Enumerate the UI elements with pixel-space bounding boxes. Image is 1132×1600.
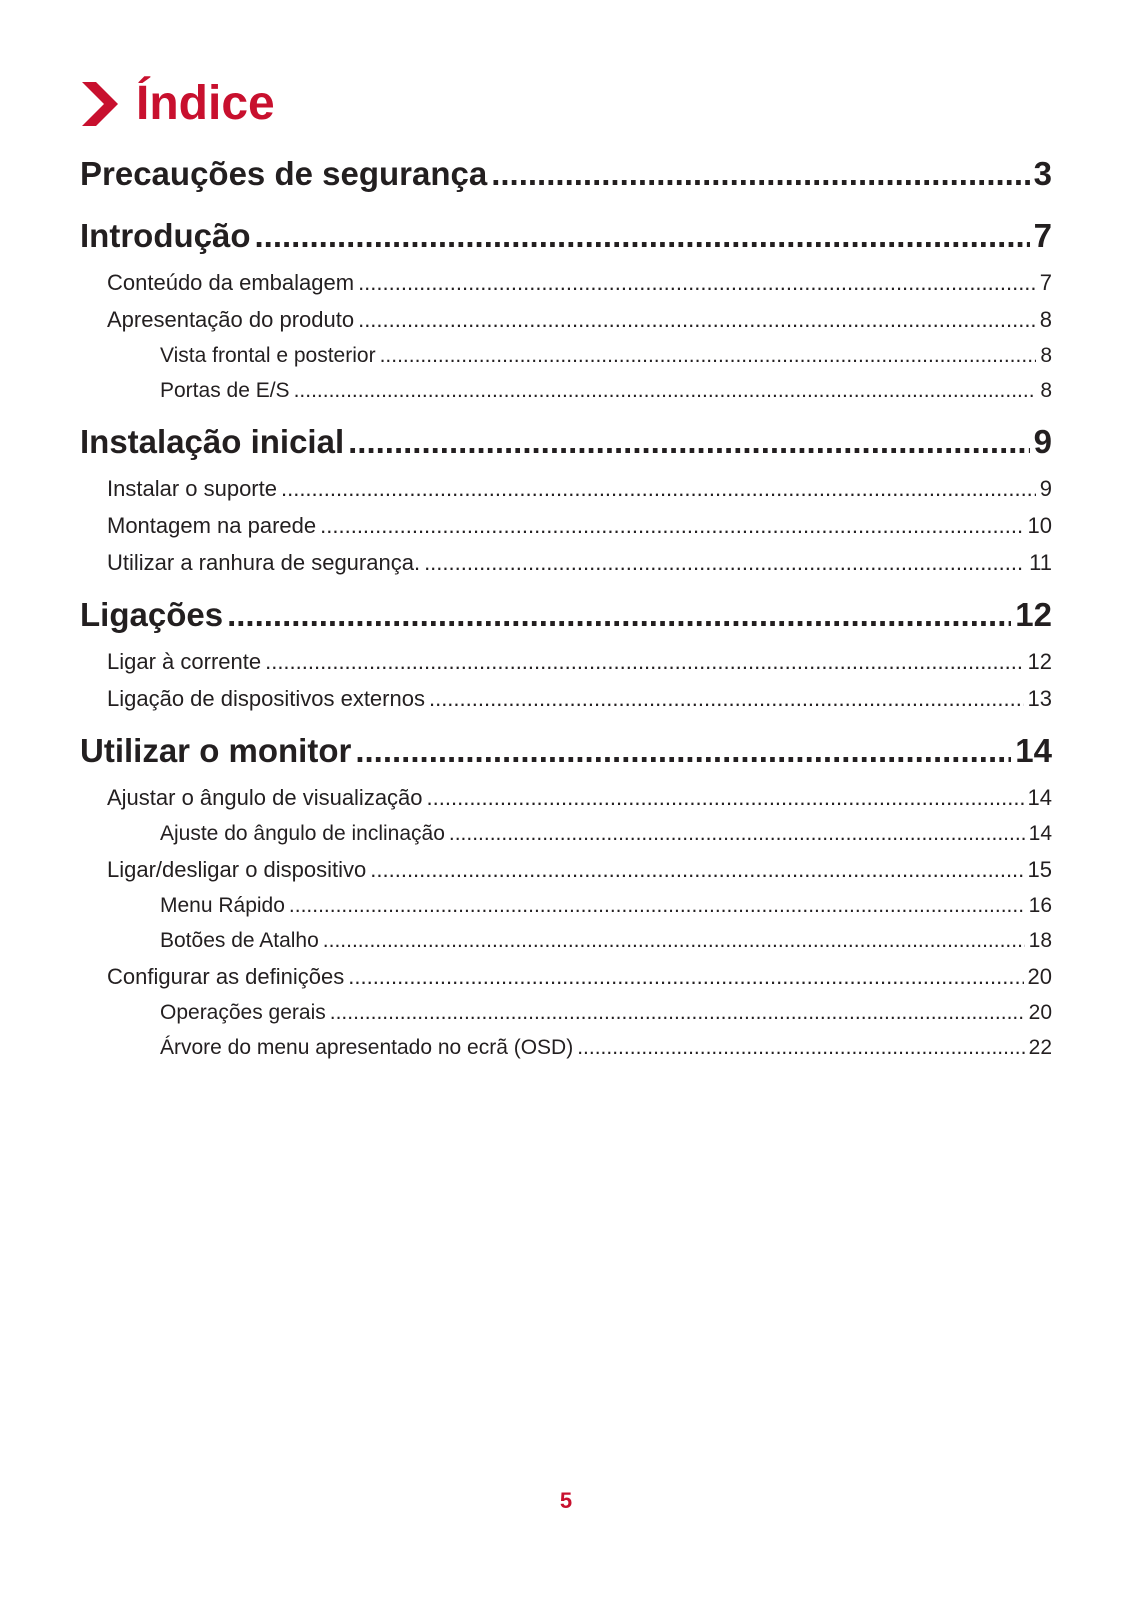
toc-label: Ligar à corrente [107, 649, 262, 674]
toc-entry-botoes-atalho[interactable] [80, 923, 1052, 958]
toc-label: Ligação de dispositivos externos [107, 686, 425, 711]
toc-page: 3 [1033, 155, 1052, 192]
toc-label: Operações gerais [160, 1001, 326, 1024]
dot-leader [491, 146, 1029, 202]
toc-page: 14 [1027, 785, 1052, 810]
toc-entry-monitor[interactable] [80, 723, 1052, 779]
toc-entry-precaucoes[interactable] [80, 146, 1052, 202]
dot-leader [289, 888, 1025, 923]
toc-entry-inclinacao[interactable] [80, 816, 1052, 851]
dot-leader [320, 507, 1023, 544]
toc-entry-vista[interactable] [80, 338, 1052, 373]
page-title [80, 72, 275, 136]
dot-leader [358, 264, 1036, 301]
toc-entry-angulo[interactable] [80, 779, 1052, 816]
toc-label: Precauções de segurança [80, 155, 488, 192]
toc-page: 8 [1039, 307, 1052, 332]
toc-label: Vista frontal e posterior [160, 344, 376, 367]
toc-entry-ligar-desligar[interactable] [80, 851, 1052, 888]
toc-entry-ranhura[interactable] [80, 544, 1052, 581]
dot-leader [358, 301, 1036, 338]
toc-label: Portas de E/S [160, 379, 290, 402]
dot-leader [330, 995, 1025, 1030]
toc-entry-osd[interactable] [80, 1030, 1052, 1065]
toc-page: 20 [1027, 964, 1052, 989]
toc-label: Conteúdo da embalagem [107, 270, 355, 295]
toc-label: Configurar as definições [107, 964, 345, 989]
toc-page: 14 [1015, 732, 1052, 769]
toc-page: 10 [1027, 513, 1052, 538]
toc-page: 13 [1027, 686, 1052, 711]
toc-page: 9 [1039, 476, 1052, 501]
toc-entry-ligacoes[interactable] [80, 587, 1052, 643]
toc-label: Ajuste do ângulo de inclinação [160, 822, 445, 845]
dot-leader [429, 680, 1024, 717]
toc-label: Ligações [80, 596, 224, 633]
toc-page: 22 [1028, 1036, 1052, 1059]
toc-label: Instalar o suporte [107, 476, 277, 501]
toc-entry-portas[interactable] [80, 373, 1052, 408]
toc-entry-parede[interactable] [80, 507, 1052, 544]
toc-entry-suporte[interactable] [80, 470, 1052, 507]
toc-entry-instalacao[interactable] [80, 414, 1052, 470]
toc-label: Apresentação do produto [107, 307, 355, 332]
dot-leader [380, 338, 1037, 373]
toc-page: 11 [1029, 550, 1052, 575]
dot-leader [265, 643, 1023, 680]
toc-label: Árvore do menu apresentado no ecrã (OSD) [160, 1036, 574, 1059]
title-text: Índice [136, 77, 275, 130]
toc-entry-corrente[interactable] [80, 643, 1052, 680]
toc-entry-introducao[interactable] [80, 208, 1052, 264]
page-number: 5 [559, 1488, 573, 1513]
toc-page: 14 [1028, 822, 1052, 845]
toc-page: 16 [1028, 894, 1052, 917]
toc-entry-configurar[interactable] [80, 958, 1052, 995]
toc-label: Ligar/desligar o dispositivo [107, 857, 367, 882]
toc-entry-apresentacao[interactable] [80, 301, 1052, 338]
toc-page: 18 [1028, 929, 1052, 952]
toc-label: Introdução [80, 217, 251, 254]
dot-leader [370, 851, 1023, 888]
toc-label: Montagem na parede [107, 513, 317, 538]
dot-leader [348, 414, 1030, 470]
toc-page: 12 [1027, 649, 1052, 674]
table-of-contents [80, 146, 1052, 1065]
toc-page: 8 [1040, 379, 1052, 402]
toc-page: 20 [1028, 1001, 1052, 1024]
toc-entry-operacoes[interactable] [80, 995, 1052, 1030]
toc-entry-conteudo[interactable] [80, 264, 1052, 301]
toc-label: Instalação inicial [80, 423, 345, 460]
dot-leader [255, 208, 1030, 264]
toc-label: Botões de Atalho [160, 929, 319, 952]
dot-leader [427, 779, 1024, 816]
dot-leader [227, 587, 1011, 643]
toc-page: 7 [1039, 270, 1052, 295]
toc-page: 15 [1027, 857, 1052, 882]
toc-label: Utilizar o monitor [80, 732, 352, 769]
toc-entry-menu-rapido[interactable] [80, 888, 1052, 923]
toc-label: Ajustar o ângulo de visualização [107, 785, 423, 810]
toc-page: 12 [1015, 596, 1052, 633]
toc-page: 7 [1033, 217, 1052, 254]
chevron-right-icon [80, 80, 120, 128]
toc-label: Menu Rápido [160, 894, 285, 917]
dot-leader [294, 373, 1037, 408]
dot-leader [449, 816, 1025, 851]
dot-leader [348, 958, 1023, 995]
toc-entry-dispositivos[interactable] [80, 680, 1052, 717]
toc-page: 9 [1033, 423, 1052, 460]
dot-leader [323, 923, 1025, 958]
toc-label: Utilizar a ranhura de segurança. [107, 550, 421, 575]
dot-leader [424, 544, 1025, 581]
dot-leader [577, 1030, 1024, 1065]
dot-leader [355, 723, 1011, 779]
dot-leader [281, 470, 1036, 507]
toc-page: 8 [1040, 344, 1052, 367]
